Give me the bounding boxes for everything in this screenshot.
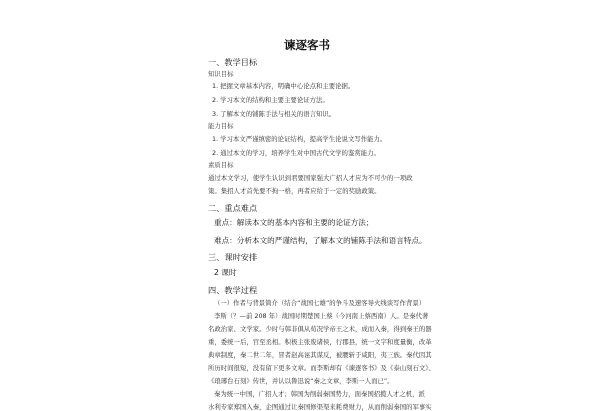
key-focus-text: 重点：解读本文的基本内容和主要的论证方法；	[214, 218, 374, 227]
process-paragraph-line: 秦为统一中国，广招人才；韩国为削弱秦国势力，面秦国招揽人才之机，派	[214, 390, 425, 398]
process-paragraph-line: 典章制度，秦二世二年，冒者赵高诬其谋反，被腰斩于咸阳，夷三族。秦代因其	[208, 351, 432, 359]
section-keypoints-heading: 二、重点难点	[208, 203, 258, 213]
ability-objectives-label: 能力目标	[208, 122, 234, 130]
process-paragraph-line: 所历时间很短，没有留下更多文章。而李斯却有《谏逐客书》及《泰山刻石文》、	[208, 364, 435, 372]
document-title: 谏逐客书	[284, 38, 330, 52]
knowledge-item: 2. 学习本文的结构和主要主要论证方法。	[212, 96, 329, 104]
process-paragraph-line: 名政治家、文学家。少时与韩非俱从荀况学帝王之术，成而入秦，得到秦王的器	[208, 325, 432, 333]
knowledge-objectives-label: 知识目标	[208, 70, 234, 78]
class-hours-text: 2 课时	[214, 268, 237, 277]
process-paragraph-line: 重，委统一后，官至丞相。积极主张废诸侯，行郡县，统一文字和度量衡，改革	[208, 338, 432, 346]
knowledge-item: 1. 把握文章基本内容，明确中心论点和主要论据。	[212, 82, 355, 90]
process-paragraph-line: 水利专家郑国入秦，企图通过让秦国修渠渠来耗费财力，从而削弱秦国的军事实	[208, 403, 432, 411]
section-process-heading: 四、教学过程	[208, 285, 258, 295]
literacy-paragraph-line: 通过本文学习，使学生认识到君要国家强大广招人才应为不可少的一项政	[208, 174, 413, 182]
section-schedule-heading: 三、课时安排	[208, 252, 258, 262]
knowledge-item: 3. 了解本文的铺陈手法与相关的语言知识。	[212, 110, 336, 118]
ability-item: 2. 通过本文的学习，培养学生对中国古代文学的鉴赏能力。	[212, 149, 380, 157]
process-paragraph-line: 李斯（？—前 208 年）战国时期楚国上蔡（今河南上蔡西南）人。是秦代著	[214, 312, 429, 320]
process-paragraph-line: （一）作者与背景简介（结合“战国七雄”的争斗及速客导火线谈写作背景）	[214, 299, 426, 307]
process-paragraph-line: 《琅琊台石刻》传世，并认以鲁迅说“秦之文章，李斯一人而已”。	[208, 377, 394, 385]
key-difficulty-text: 难点：分析本文的严谨结构，了解本文的铺陈手法和语言特点。	[214, 236, 427, 245]
ability-item: 1. 学习本文严谨缜密的论证结构，提高学生论说文写作能力。	[212, 135, 387, 143]
section-objectives-heading: 一、教学目标	[208, 57, 258, 67]
literacy-objectives-label: 素质目标	[208, 161, 234, 169]
literacy-paragraph-line: 策。集招人才首先要不拘一格，再者应给于一定的奖励政策。	[208, 187, 381, 195]
